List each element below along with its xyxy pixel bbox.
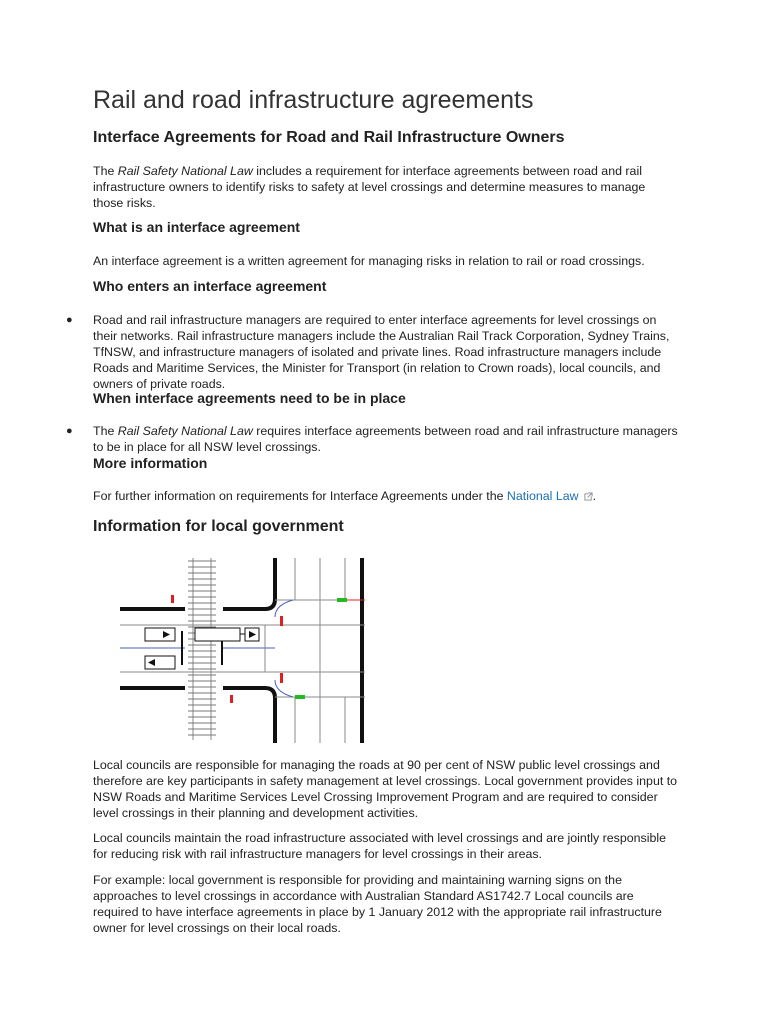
page-title: Rail and road infrastructure agreements	[93, 86, 534, 114]
heading-who-enters: Who enters an interface agreement	[93, 278, 327, 294]
section-heading-interface-agreements: Interface Agreements for Road and Rail Infrastructure Owners	[93, 129, 565, 146]
vehicle-westbound	[145, 656, 175, 669]
heading-what-is: What is an interface agreement	[93, 219, 300, 235]
when-law-name: Rail Safety National Law	[117, 424, 253, 438]
bullet-icon: ●	[66, 425, 73, 437]
intro-text-pre: The	[93, 164, 118, 178]
more-paragraph	[93, 488, 678, 504]
heading-when: When interface agreements need to be in place	[93, 390, 406, 406]
section-heading-local-government: Information for local government	[93, 518, 344, 535]
local-paragraph-3: For example: local government is responsible for providing and maintaining warning signs on the approaches to level crossings in accordance with Australian Standard AS1742.7 Local councils are required to have interface agreements in place by 1 January 2012 with the appropriate rail infrastructure owner for level crossings on their local roads.	[93, 873, 662, 935]
local-paragraph-1: Local councils are responsible for managing the roads at 90 per cent of NSW public level crossings and therefore are key participants in safety management at level crossings. Local government provides input to NSW Roads and Maritime Services Level Crossing Improvement Program and are required to consider level crossings in their planning and development activities.	[93, 758, 678, 820]
level-crossing-diagram	[115, 555, 375, 745]
heading-more-info: More information	[93, 455, 208, 471]
bullet-icon: ●	[66, 314, 73, 326]
national-law-link[interactable]: National Law	[506, 489, 579, 503]
who-bullet-text: Road and rail infrastructure managers are required to enter interface agreements for level crossings on their networks. Rail infrastructure managers include the Australian Rail Track Corporation, Sydney Trains, TfNSW, and infrastructure managers of isolated and private lines. Road infrastructure managers include Roads and Maritime Services, the Minister for Transport (in relation to Crown roads), local councils, and owners of private roads.	[93, 313, 670, 391]
external-link-icon[interactable]	[584, 492, 593, 501]
when-text-post: requires interface agreements between road and rail infrastructure managers to be in place for all NSW level crossings.	[93, 424, 678, 454]
local-paragraph-2: Local councils maintain the road infrastructure associated with level crossings and are jointly responsible for reducing risk with rail infrastructure managers for level crossings in their areas.	[93, 831, 667, 861]
vehicle-eastbound	[145, 628, 175, 641]
when-text-pre: The	[93, 424, 118, 438]
railway-track	[188, 558, 216, 740]
vehicle-with-trailer	[195, 628, 259, 641]
what-paragraph: An interface agreement is a written agreement for managing risks in relation to rail or road crossings.	[93, 254, 645, 268]
more-text-post: .	[592, 489, 597, 503]
intro-law-name: Rail Safety National Law	[117, 164, 253, 178]
more-text-pre: For further information on requirements for Interface Agreements under the	[93, 489, 507, 503]
road-lanes	[120, 558, 365, 743]
when-bullet-text	[93, 423, 678, 455]
intro-text-post: includes a requirement for interface agreements between road and rail infrastructure owners to identify risks to safety at level crossings and determine measures to manage those risks.	[93, 164, 646, 210]
intro-paragraph	[93, 163, 678, 211]
road-edges	[120, 558, 362, 743]
